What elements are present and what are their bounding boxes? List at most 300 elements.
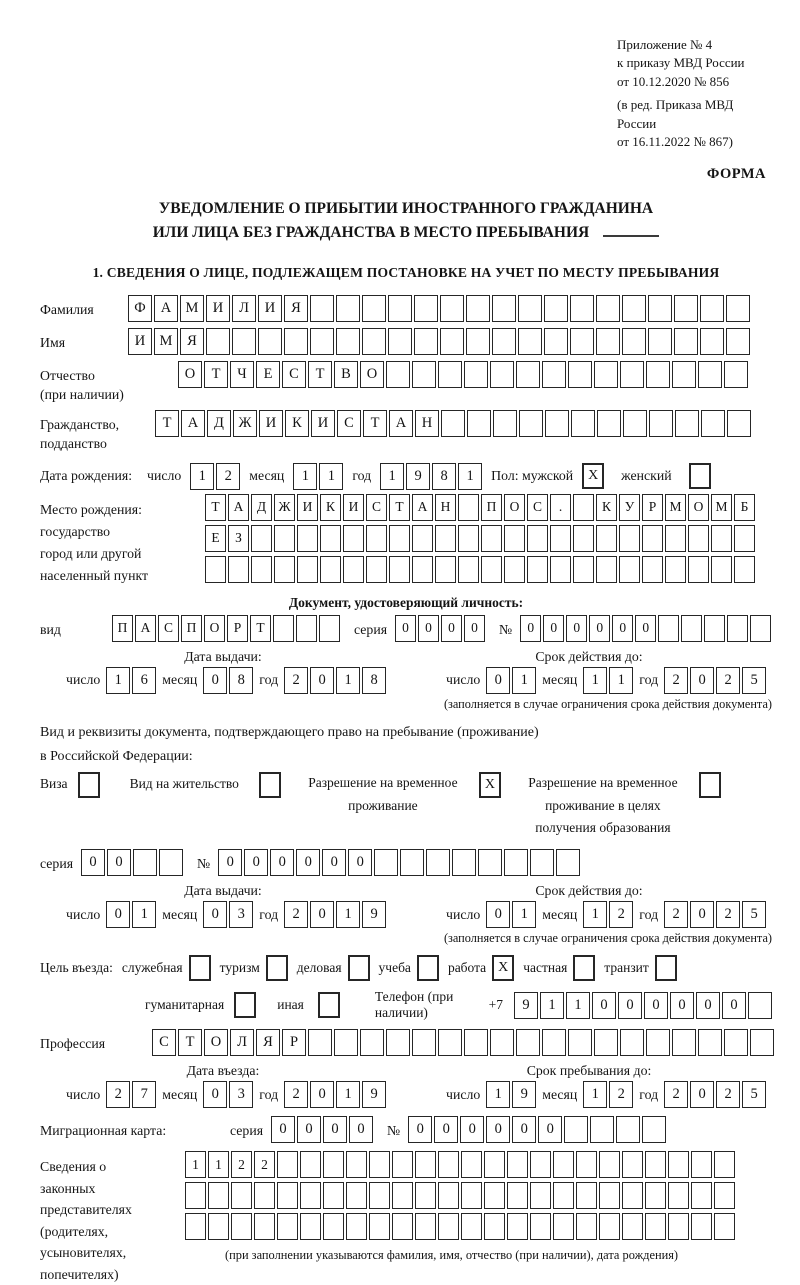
char-box[interactable] <box>346 1182 367 1209</box>
char-box[interactable] <box>374 849 398 876</box>
char-box[interactable]: 0 <box>203 901 227 928</box>
char-box[interactable] <box>599 1151 620 1178</box>
char-box[interactable]: 0 <box>635 615 656 642</box>
char-box[interactable]: 2 <box>664 901 688 928</box>
char-box[interactable] <box>346 1151 367 1178</box>
char-box[interactable] <box>323 1213 344 1240</box>
char-box[interactable] <box>438 1182 459 1209</box>
char-box[interactable]: 1 <box>336 1081 360 1108</box>
char-box[interactable]: С <box>152 1029 176 1056</box>
char-box[interactable] <box>277 1213 298 1240</box>
char-box[interactable] <box>596 328 620 355</box>
char-box[interactable]: 5 <box>742 901 766 928</box>
char-box[interactable]: А <box>389 410 413 437</box>
char-box[interactable] <box>258 328 282 355</box>
char-box[interactable] <box>159 849 183 876</box>
char-box[interactable]: С <box>366 494 387 521</box>
char-box[interactable]: 6 <box>132 667 156 694</box>
char-box[interactable]: 3 <box>229 901 253 928</box>
char-box[interactable] <box>727 615 748 642</box>
purpose-humanitarian-checkbox[interactable] <box>234 992 256 1018</box>
char-box[interactable] <box>568 361 592 388</box>
char-box[interactable]: 9 <box>514 992 538 1019</box>
temp-residence-edu-checkbox[interactable] <box>699 772 721 798</box>
char-box[interactable] <box>438 1151 459 1178</box>
char-box[interactable]: И <box>258 295 282 322</box>
char-box[interactable]: 0 <box>349 1116 373 1143</box>
char-box[interactable]: 1 <box>583 901 607 928</box>
char-box[interactable] <box>277 1151 298 1178</box>
char-box[interactable] <box>622 1213 643 1240</box>
char-box[interactable]: 0 <box>520 615 541 642</box>
char-box[interactable]: Т <box>204 361 228 388</box>
char-box[interactable]: 0 <box>322 849 346 876</box>
char-box[interactable] <box>672 1029 696 1056</box>
char-box[interactable]: 2 <box>609 1081 633 1108</box>
char-box[interactable]: И <box>128 328 152 355</box>
char-box[interactable]: Ч <box>230 361 254 388</box>
char-box[interactable]: Ж <box>274 494 295 521</box>
char-box[interactable]: 0 <box>244 849 268 876</box>
char-box[interactable] <box>665 525 686 552</box>
char-box[interactable] <box>527 525 548 552</box>
char-box[interactable] <box>320 525 341 552</box>
char-box[interactable] <box>461 1213 482 1240</box>
char-box[interactable]: О <box>360 361 384 388</box>
char-box[interactable]: У <box>619 494 640 521</box>
char-box[interactable] <box>750 615 771 642</box>
char-box[interactable]: 0 <box>348 849 372 876</box>
char-box[interactable] <box>698 1029 722 1056</box>
char-box[interactable]: З <box>228 525 249 552</box>
char-box[interactable]: 9 <box>512 1081 536 1108</box>
char-box[interactable]: 1 <box>380 463 404 490</box>
visa-checkbox[interactable] <box>78 772 100 798</box>
char-box[interactable] <box>530 1213 551 1240</box>
char-box[interactable] <box>726 295 750 322</box>
char-box[interactable]: С <box>282 361 306 388</box>
char-box[interactable] <box>490 1029 514 1056</box>
char-box[interactable]: Ф <box>128 295 152 322</box>
char-box[interactable] <box>274 525 295 552</box>
char-box[interactable] <box>208 1182 229 1209</box>
char-box[interactable]: 1 <box>336 901 360 928</box>
char-box[interactable]: 1 <box>583 667 607 694</box>
char-box[interactable]: 2 <box>716 901 740 928</box>
char-box[interactable] <box>389 556 410 583</box>
char-box[interactable]: 0 <box>464 615 485 642</box>
char-box[interactable] <box>484 1182 505 1209</box>
char-box[interactable] <box>507 1151 528 1178</box>
char-box[interactable] <box>504 849 528 876</box>
char-box[interactable]: 0 <box>434 1116 458 1143</box>
char-box[interactable]: 1 <box>512 667 536 694</box>
char-box[interactable] <box>412 525 433 552</box>
char-box[interactable]: 0 <box>323 1116 347 1143</box>
purpose-study-checkbox[interactable] <box>417 955 439 981</box>
char-box[interactable] <box>232 328 256 355</box>
char-box[interactable] <box>415 1213 436 1240</box>
char-box[interactable]: 8 <box>432 463 456 490</box>
char-box[interactable]: Т <box>178 1029 202 1056</box>
char-box[interactable] <box>527 556 548 583</box>
char-box[interactable]: 1 <box>208 1151 229 1178</box>
char-box[interactable] <box>366 556 387 583</box>
char-box[interactable] <box>691 1213 712 1240</box>
char-box[interactable] <box>658 615 679 642</box>
char-box[interactable]: И <box>297 494 318 521</box>
char-box[interactable] <box>464 361 488 388</box>
char-box[interactable] <box>296 615 317 642</box>
char-box[interactable] <box>724 1029 748 1056</box>
char-box[interactable] <box>231 1182 252 1209</box>
char-box[interactable]: 0 <box>690 901 714 928</box>
purpose-work-checkbox[interactable]: X <box>492 955 514 981</box>
char-box[interactable]: 0 <box>81 849 105 876</box>
char-box[interactable] <box>206 328 230 355</box>
char-box[interactable]: 0 <box>612 615 633 642</box>
char-box[interactable]: 8 <box>362 667 386 694</box>
char-box[interactable]: Т <box>363 410 387 437</box>
char-box[interactable] <box>596 556 617 583</box>
char-box[interactable] <box>542 361 566 388</box>
char-box[interactable]: О <box>504 494 525 521</box>
char-box[interactable] <box>415 1151 436 1178</box>
char-box[interactable] <box>596 295 620 322</box>
char-box[interactable] <box>388 328 412 355</box>
char-box[interactable] <box>389 525 410 552</box>
char-box[interactable]: 0 <box>203 1081 227 1108</box>
char-box[interactable] <box>674 328 698 355</box>
char-box[interactable] <box>516 1029 540 1056</box>
char-box[interactable] <box>518 295 542 322</box>
char-box[interactable]: 1 <box>609 667 633 694</box>
char-box[interactable] <box>553 1151 574 1178</box>
char-box[interactable] <box>438 361 462 388</box>
char-box[interactable] <box>688 525 709 552</box>
char-box[interactable] <box>688 556 709 583</box>
char-box[interactable] <box>461 1151 482 1178</box>
char-box[interactable] <box>594 1029 618 1056</box>
char-box[interactable]: 2 <box>216 463 240 490</box>
char-box[interactable]: 0 <box>310 901 334 928</box>
purpose-private-checkbox[interactable] <box>573 955 595 981</box>
char-box[interactable]: Я <box>180 328 204 355</box>
char-box[interactable]: 2 <box>284 1081 308 1108</box>
char-box[interactable] <box>619 525 640 552</box>
char-box[interactable] <box>388 295 412 322</box>
char-box[interactable] <box>369 1213 390 1240</box>
char-box[interactable] <box>274 556 295 583</box>
char-box[interactable]: Р <box>227 615 248 642</box>
char-box[interactable] <box>386 1029 410 1056</box>
char-box[interactable] <box>426 849 450 876</box>
char-box[interactable] <box>320 556 341 583</box>
char-box[interactable]: 0 <box>589 615 610 642</box>
char-box[interactable]: 0 <box>486 1116 510 1143</box>
char-box[interactable]: Н <box>435 494 456 521</box>
char-box[interactable] <box>726 328 750 355</box>
char-box[interactable] <box>284 328 308 355</box>
char-box[interactable]: П <box>112 615 133 642</box>
char-box[interactable] <box>594 361 618 388</box>
char-box[interactable] <box>323 1182 344 1209</box>
char-box[interactable] <box>493 410 517 437</box>
char-box[interactable]: К <box>596 494 617 521</box>
char-box[interactable] <box>254 1182 275 1209</box>
char-box[interactable] <box>573 494 594 521</box>
char-box[interactable]: 0 <box>418 615 439 642</box>
char-box[interactable] <box>544 295 568 322</box>
char-box[interactable] <box>704 615 725 642</box>
char-box[interactable] <box>412 1029 436 1056</box>
char-box[interactable] <box>504 525 525 552</box>
char-box[interactable]: 1 <box>336 667 360 694</box>
char-box[interactable] <box>622 1151 643 1178</box>
char-box[interactable] <box>362 295 386 322</box>
char-box[interactable] <box>362 328 386 355</box>
char-box[interactable] <box>649 410 673 437</box>
char-box[interactable]: 3 <box>229 1081 253 1108</box>
char-box[interactable] <box>300 1151 321 1178</box>
char-box[interactable]: И <box>343 494 364 521</box>
char-box[interactable] <box>464 1029 488 1056</box>
char-box[interactable] <box>519 410 543 437</box>
char-box[interactable]: 2 <box>716 1081 740 1108</box>
char-box[interactable] <box>571 410 595 437</box>
char-box[interactable]: 0 <box>690 1081 714 1108</box>
char-box[interactable]: 0 <box>460 1116 484 1143</box>
char-box[interactable] <box>208 1213 229 1240</box>
char-box[interactable]: 0 <box>106 901 130 928</box>
char-box[interactable] <box>458 494 479 521</box>
char-box[interactable] <box>597 410 621 437</box>
char-box[interactable] <box>672 361 696 388</box>
male-checkbox[interactable]: X <box>582 463 604 489</box>
char-box[interactable] <box>466 295 490 322</box>
char-box[interactable] <box>599 1182 620 1209</box>
char-box[interactable] <box>185 1213 206 1240</box>
char-box[interactable] <box>622 328 646 355</box>
char-box[interactable]: 0 <box>310 667 334 694</box>
char-box[interactable]: 0 <box>203 667 227 694</box>
char-box[interactable] <box>414 328 438 355</box>
char-box[interactable] <box>675 410 699 437</box>
char-box[interactable]: И <box>259 410 283 437</box>
char-box[interactable] <box>665 556 686 583</box>
char-box[interactable]: Т <box>308 361 332 388</box>
char-box[interactable] <box>277 1182 298 1209</box>
char-box[interactable]: О <box>688 494 709 521</box>
char-box[interactable]: 1 <box>106 667 130 694</box>
char-box[interactable]: Е <box>205 525 226 552</box>
char-box[interactable] <box>648 295 672 322</box>
purpose-official-checkbox[interactable] <box>189 955 211 981</box>
char-box[interactable] <box>360 1029 384 1056</box>
char-box[interactable]: 0 <box>512 1116 536 1143</box>
char-box[interactable]: 0 <box>296 849 320 876</box>
char-box[interactable]: 2 <box>664 1081 688 1108</box>
char-box[interactable] <box>550 525 571 552</box>
char-box[interactable] <box>620 361 644 388</box>
char-box[interactable]: 0 <box>218 849 242 876</box>
char-box[interactable] <box>310 295 334 322</box>
char-box[interactable]: Т <box>250 615 271 642</box>
char-box[interactable] <box>458 556 479 583</box>
char-box[interactable]: С <box>527 494 548 521</box>
char-box[interactable] <box>568 1029 592 1056</box>
char-box[interactable]: Я <box>256 1029 280 1056</box>
char-box[interactable] <box>714 1182 735 1209</box>
char-box[interactable] <box>346 1213 367 1240</box>
char-box[interactable]: Л <box>230 1029 254 1056</box>
char-box[interactable] <box>412 361 436 388</box>
char-box[interactable] <box>714 1151 735 1178</box>
char-box[interactable]: 0 <box>566 615 587 642</box>
char-box[interactable]: 0 <box>107 849 131 876</box>
char-box[interactable]: И <box>206 295 230 322</box>
char-box[interactable] <box>700 295 724 322</box>
char-box[interactable]: С <box>158 615 179 642</box>
char-box[interactable]: 1 <box>132 901 156 928</box>
char-box[interactable]: 0 <box>543 615 564 642</box>
char-box[interactable] <box>467 410 491 437</box>
char-box[interactable]: 9 <box>406 463 430 490</box>
char-box[interactable] <box>478 849 502 876</box>
char-box[interactable]: 1 <box>566 992 590 1019</box>
char-box[interactable] <box>386 361 410 388</box>
char-box[interactable] <box>691 1151 712 1178</box>
char-box[interactable] <box>530 1182 551 1209</box>
char-box[interactable] <box>623 410 647 437</box>
char-box[interactable]: 0 <box>297 1116 321 1143</box>
char-box[interactable]: Л <box>232 295 256 322</box>
purpose-tourism-checkbox[interactable] <box>266 955 288 981</box>
char-box[interactable]: А <box>228 494 249 521</box>
char-box[interactable] <box>440 328 464 355</box>
char-box[interactable]: 0 <box>722 992 746 1019</box>
char-box[interactable]: Е <box>256 361 280 388</box>
char-box[interactable] <box>646 361 670 388</box>
char-box[interactable]: 0 <box>441 615 462 642</box>
char-box[interactable]: 2 <box>231 1151 252 1178</box>
char-box[interactable] <box>435 556 456 583</box>
char-box[interactable] <box>550 556 571 583</box>
char-box[interactable] <box>553 1213 574 1240</box>
char-box[interactable] <box>490 361 514 388</box>
char-box[interactable] <box>310 328 334 355</box>
char-box[interactable]: П <box>181 615 202 642</box>
char-box[interactable]: П <box>481 494 502 521</box>
char-box[interactable] <box>727 410 751 437</box>
char-box[interactable]: Р <box>282 1029 306 1056</box>
char-box[interactable] <box>570 295 594 322</box>
char-box[interactable]: Д <box>207 410 231 437</box>
purpose-other-checkbox[interactable] <box>318 992 340 1018</box>
char-box[interactable] <box>466 328 490 355</box>
char-box[interactable] <box>734 525 755 552</box>
char-box[interactable]: 2 <box>284 901 308 928</box>
char-box[interactable] <box>620 1029 644 1056</box>
char-box[interactable]: 1 <box>458 463 482 490</box>
char-box[interactable] <box>750 1029 774 1056</box>
char-box[interactable]: М <box>180 295 204 322</box>
char-box[interactable]: И <box>311 410 335 437</box>
char-box[interactable]: 2 <box>664 667 688 694</box>
char-box[interactable] <box>297 525 318 552</box>
char-box[interactable] <box>319 615 340 642</box>
char-box[interactable] <box>530 1151 551 1178</box>
char-box[interactable]: М <box>711 494 732 521</box>
char-box[interactable] <box>336 295 360 322</box>
char-box[interactable]: О <box>178 361 202 388</box>
char-box[interactable]: Я <box>284 295 308 322</box>
char-box[interactable]: 0 <box>271 1116 295 1143</box>
purpose-business-checkbox[interactable] <box>348 955 370 981</box>
char-box[interactable] <box>334 1029 358 1056</box>
char-box[interactable]: 1 <box>486 1081 510 1108</box>
char-box[interactable]: 0 <box>618 992 642 1019</box>
purpose-transit-checkbox[interactable] <box>655 955 677 981</box>
char-box[interactable]: К <box>285 410 309 437</box>
char-box[interactable]: М <box>665 494 686 521</box>
char-box[interactable] <box>573 525 594 552</box>
char-box[interactable]: 9 <box>362 901 386 928</box>
char-box[interactable] <box>484 1151 505 1178</box>
char-box[interactable] <box>714 1213 735 1240</box>
char-box[interactable] <box>297 556 318 583</box>
char-box[interactable] <box>438 1029 462 1056</box>
char-box[interactable]: 1 <box>583 1081 607 1108</box>
char-box[interactable] <box>369 1151 390 1178</box>
char-box[interactable]: 0 <box>310 1081 334 1108</box>
char-box[interactable] <box>701 410 725 437</box>
char-box[interactable]: А <box>135 615 156 642</box>
char-box[interactable] <box>698 361 722 388</box>
char-box[interactable]: 1 <box>190 463 214 490</box>
char-box[interactable] <box>366 525 387 552</box>
char-box[interactable] <box>438 1213 459 1240</box>
char-box[interactable]: 2 <box>254 1151 275 1178</box>
char-box[interactable]: 0 <box>690 667 714 694</box>
char-box[interactable] <box>645 1213 666 1240</box>
char-box[interactable]: М <box>154 328 178 355</box>
char-box[interactable] <box>668 1151 689 1178</box>
char-box[interactable]: 0 <box>592 992 616 1019</box>
char-box[interactable]: Н <box>415 410 439 437</box>
char-box[interactable]: 2 <box>609 901 633 928</box>
char-box[interactable] <box>516 361 540 388</box>
char-box[interactable] <box>392 1213 413 1240</box>
char-box[interactable] <box>642 556 663 583</box>
char-box[interactable] <box>544 328 568 355</box>
char-box[interactable]: 1 <box>185 1151 206 1178</box>
char-box[interactable]: 1 <box>319 463 343 490</box>
char-box[interactable] <box>668 1213 689 1240</box>
char-box[interactable] <box>492 295 516 322</box>
char-box[interactable] <box>645 1151 666 1178</box>
char-box[interactable] <box>300 1182 321 1209</box>
char-box[interactable]: 0 <box>644 992 668 1019</box>
char-box[interactable] <box>553 1182 574 1209</box>
char-box[interactable] <box>724 361 748 388</box>
char-box[interactable] <box>504 556 525 583</box>
char-box[interactable] <box>542 1029 566 1056</box>
char-box[interactable] <box>481 525 502 552</box>
residence-permit-checkbox[interactable] <box>259 772 281 798</box>
char-box[interactable] <box>599 1213 620 1240</box>
char-box[interactable] <box>748 992 772 1019</box>
